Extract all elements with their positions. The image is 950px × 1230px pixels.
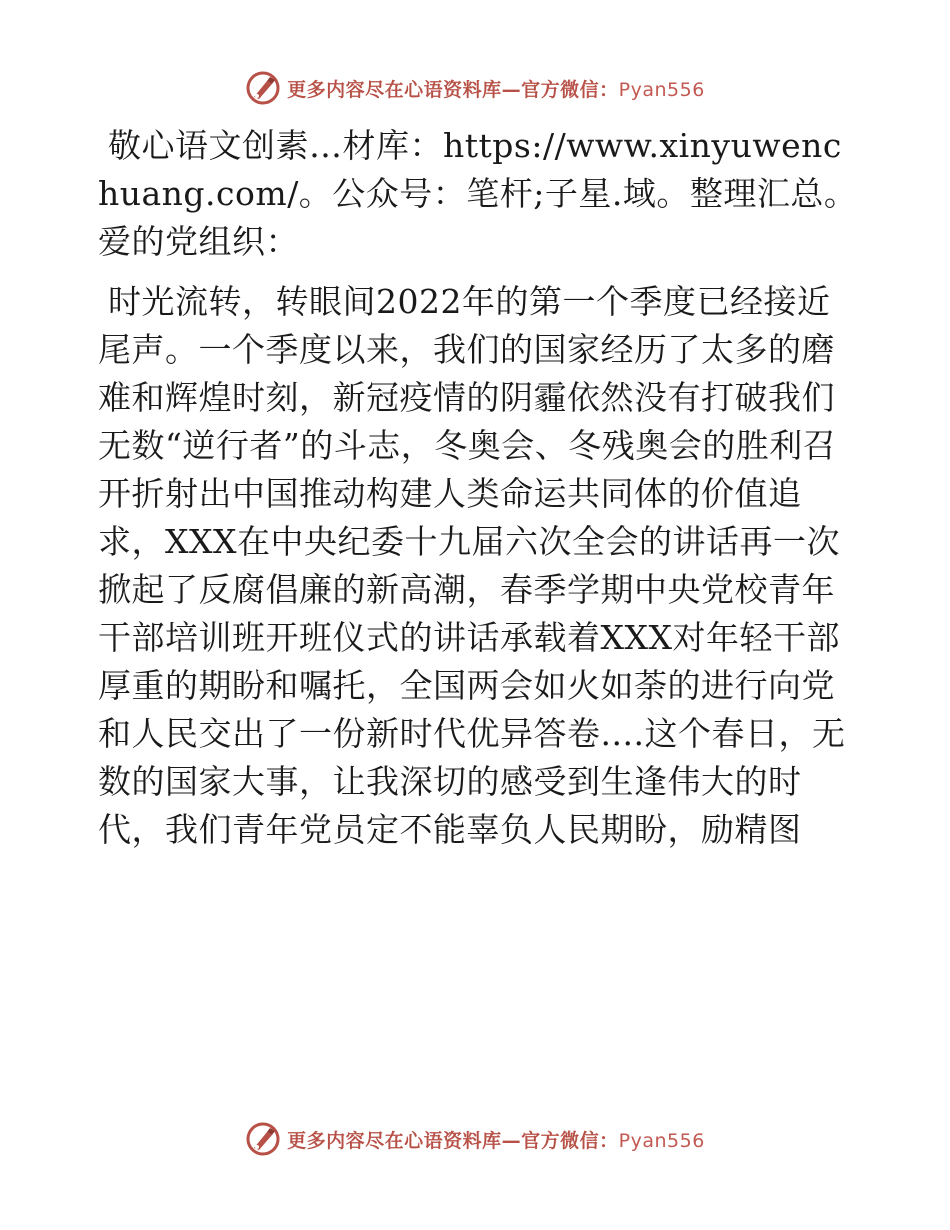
watermark-label: 更多内容尽在心语资料库—官方微信： xyxy=(287,1129,619,1152)
pen-nib-logo-icon xyxy=(245,70,281,106)
watermark-label: 更多内容尽在心语资料库—官方微信： xyxy=(287,78,619,101)
watermark-text xyxy=(287,75,705,102)
pen-nib-logo-icon xyxy=(245,1121,281,1157)
watermark-wechat-id: Pyan556 xyxy=(618,1129,705,1152)
document-body xyxy=(98,122,858,854)
paragraph-intro: 敬心语文创素…材库：https://www.xinyuwenchuang.com/。公众号：笔杆;子星.域。整理汇总。爱的党组织： xyxy=(98,126,858,261)
paragraph-main: 时光流转，转眼间2022年的第一个季度已经接近尾声。一个季度以来，我们的国家经历了太多的磨难和辉煌时刻，新冠疫情的阴霾依然没有打破我们无数“逆行者”的斗志，冬奥会、冬残奥会的胜利召开折射出中国推动构建人类命运共同体的价值追求，XXX在中央纪委十九届六次全会的讲话再一次掀起了反腐倡廉的新高潮，春季学期中央党校青年干部培训班开班仪式的讲话承载着XXX对年轻干部厚重的期盼和嘱托，全国两会如火如荼的进行向党和人民交出了一份新时代优异答卷....这个春日，无数的国家大事，让我深切的感受到生逢伟大的时代，我们青年党员定不能辜负人民期盼，励精图 xyxy=(98,282,846,849)
header-watermark xyxy=(0,70,950,106)
watermark-text xyxy=(287,1126,705,1153)
watermark-wechat-id: Pyan556 xyxy=(618,78,705,101)
footer-watermark xyxy=(0,1121,950,1157)
